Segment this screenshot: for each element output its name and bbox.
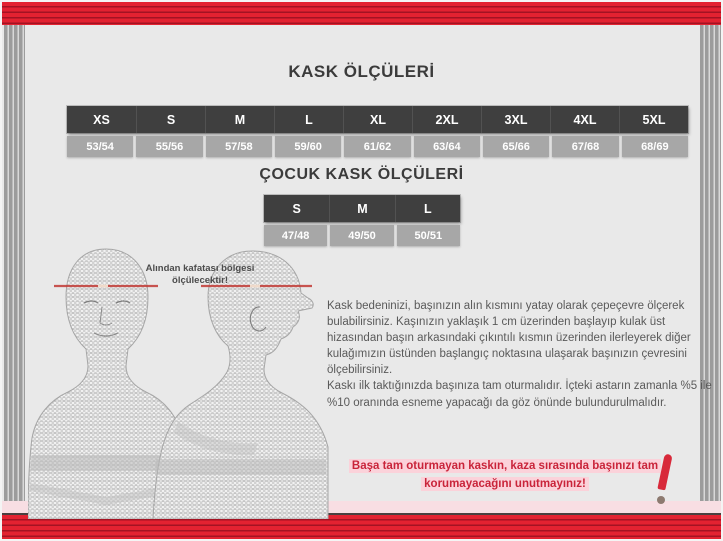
child-size-value-row [264,225,460,246]
size-value-cell: 50/51 [397,225,460,246]
child-size-table [264,195,460,246]
size-value-cell: 55/56 [136,136,202,157]
adult-size-table [67,106,688,157]
warning-highlight: Başa tam oturmayan kaskın, kaza sırasında başınızı tam korumayacağını unutmayınız! [349,459,661,491]
instructions-paragraph-1: Kask bedeninizi, başınızın alın kısmını yatay olarak çepeçevre ölçerek bulabilirsiniz. Kaşınızın yaklaşık 1 cm üzerinden başlayıp kulak üst hizasından başın arkasındaki çıkıntılı kısmın üzerinden ilerleyerek diğer kulağımızın üstünden başlangıç noktasına ulaşarak başınızın çevresini ölçebilirsiniz. [327,300,691,377]
size-value-cell: 65/66 [483,136,549,157]
top-red-stripes [2,2,721,25]
size-header-cell: M [205,106,274,133]
size-header-cell: XS [93,112,110,127]
instructions-text [327,298,723,411]
child-size-header-row [264,195,460,222]
size-value-cell: 53/54 [67,136,133,157]
size-header-cell: 4XL [550,106,619,133]
size-value-cell: 61/62 [344,136,410,157]
adult-size-value-row [67,136,688,157]
child-table-title: ÇOCUK KASK ÖLÇÜLERİ [259,166,464,183]
instructions-paragraph-2: Kaskı ilk taktığınızda başınıza tam oturmalıdır. İçteki astarın zamanla %5 ile %10 oranında esneme yapacağı da göz önünde bulundurulmalıdır. [327,380,712,409]
adult-size-header-row [67,106,688,133]
left-gray-stripes [4,2,25,539]
size-header-cell: L [395,195,460,222]
size-value-cell: 59/60 [275,136,341,157]
size-header-cell: 3XL [481,106,550,133]
warning-text [327,458,683,494]
size-header-cell: 2XL [412,106,481,133]
size-header-cell: 5XL [619,106,688,133]
exclamation-dot [657,496,665,504]
size-header-cell: S [136,106,205,133]
measure-label: Alından kafatası bölgesi ölçülecektir! [145,263,255,287]
size-header-cell: XL [343,106,412,133]
size-value-cell: 47/48 [264,225,327,246]
page-title: KASK ÖLÇÜLERİ [288,62,435,81]
exclamation-icon [653,454,677,510]
size-value-cell: 68/69 [622,136,688,157]
size-header-cell: L [274,106,343,133]
size-value-cell: 63/64 [414,136,480,157]
size-value-cell: 57/58 [206,136,272,157]
exclamation-bar [657,454,672,491]
size-header-cell: S [292,201,301,216]
size-value-cell: 49/50 [330,225,393,246]
profile-bust [153,251,328,519]
right-gray-stripes [700,2,721,539]
size-value-cell: 67/68 [552,136,618,157]
size-header-cell: M [329,195,394,222]
